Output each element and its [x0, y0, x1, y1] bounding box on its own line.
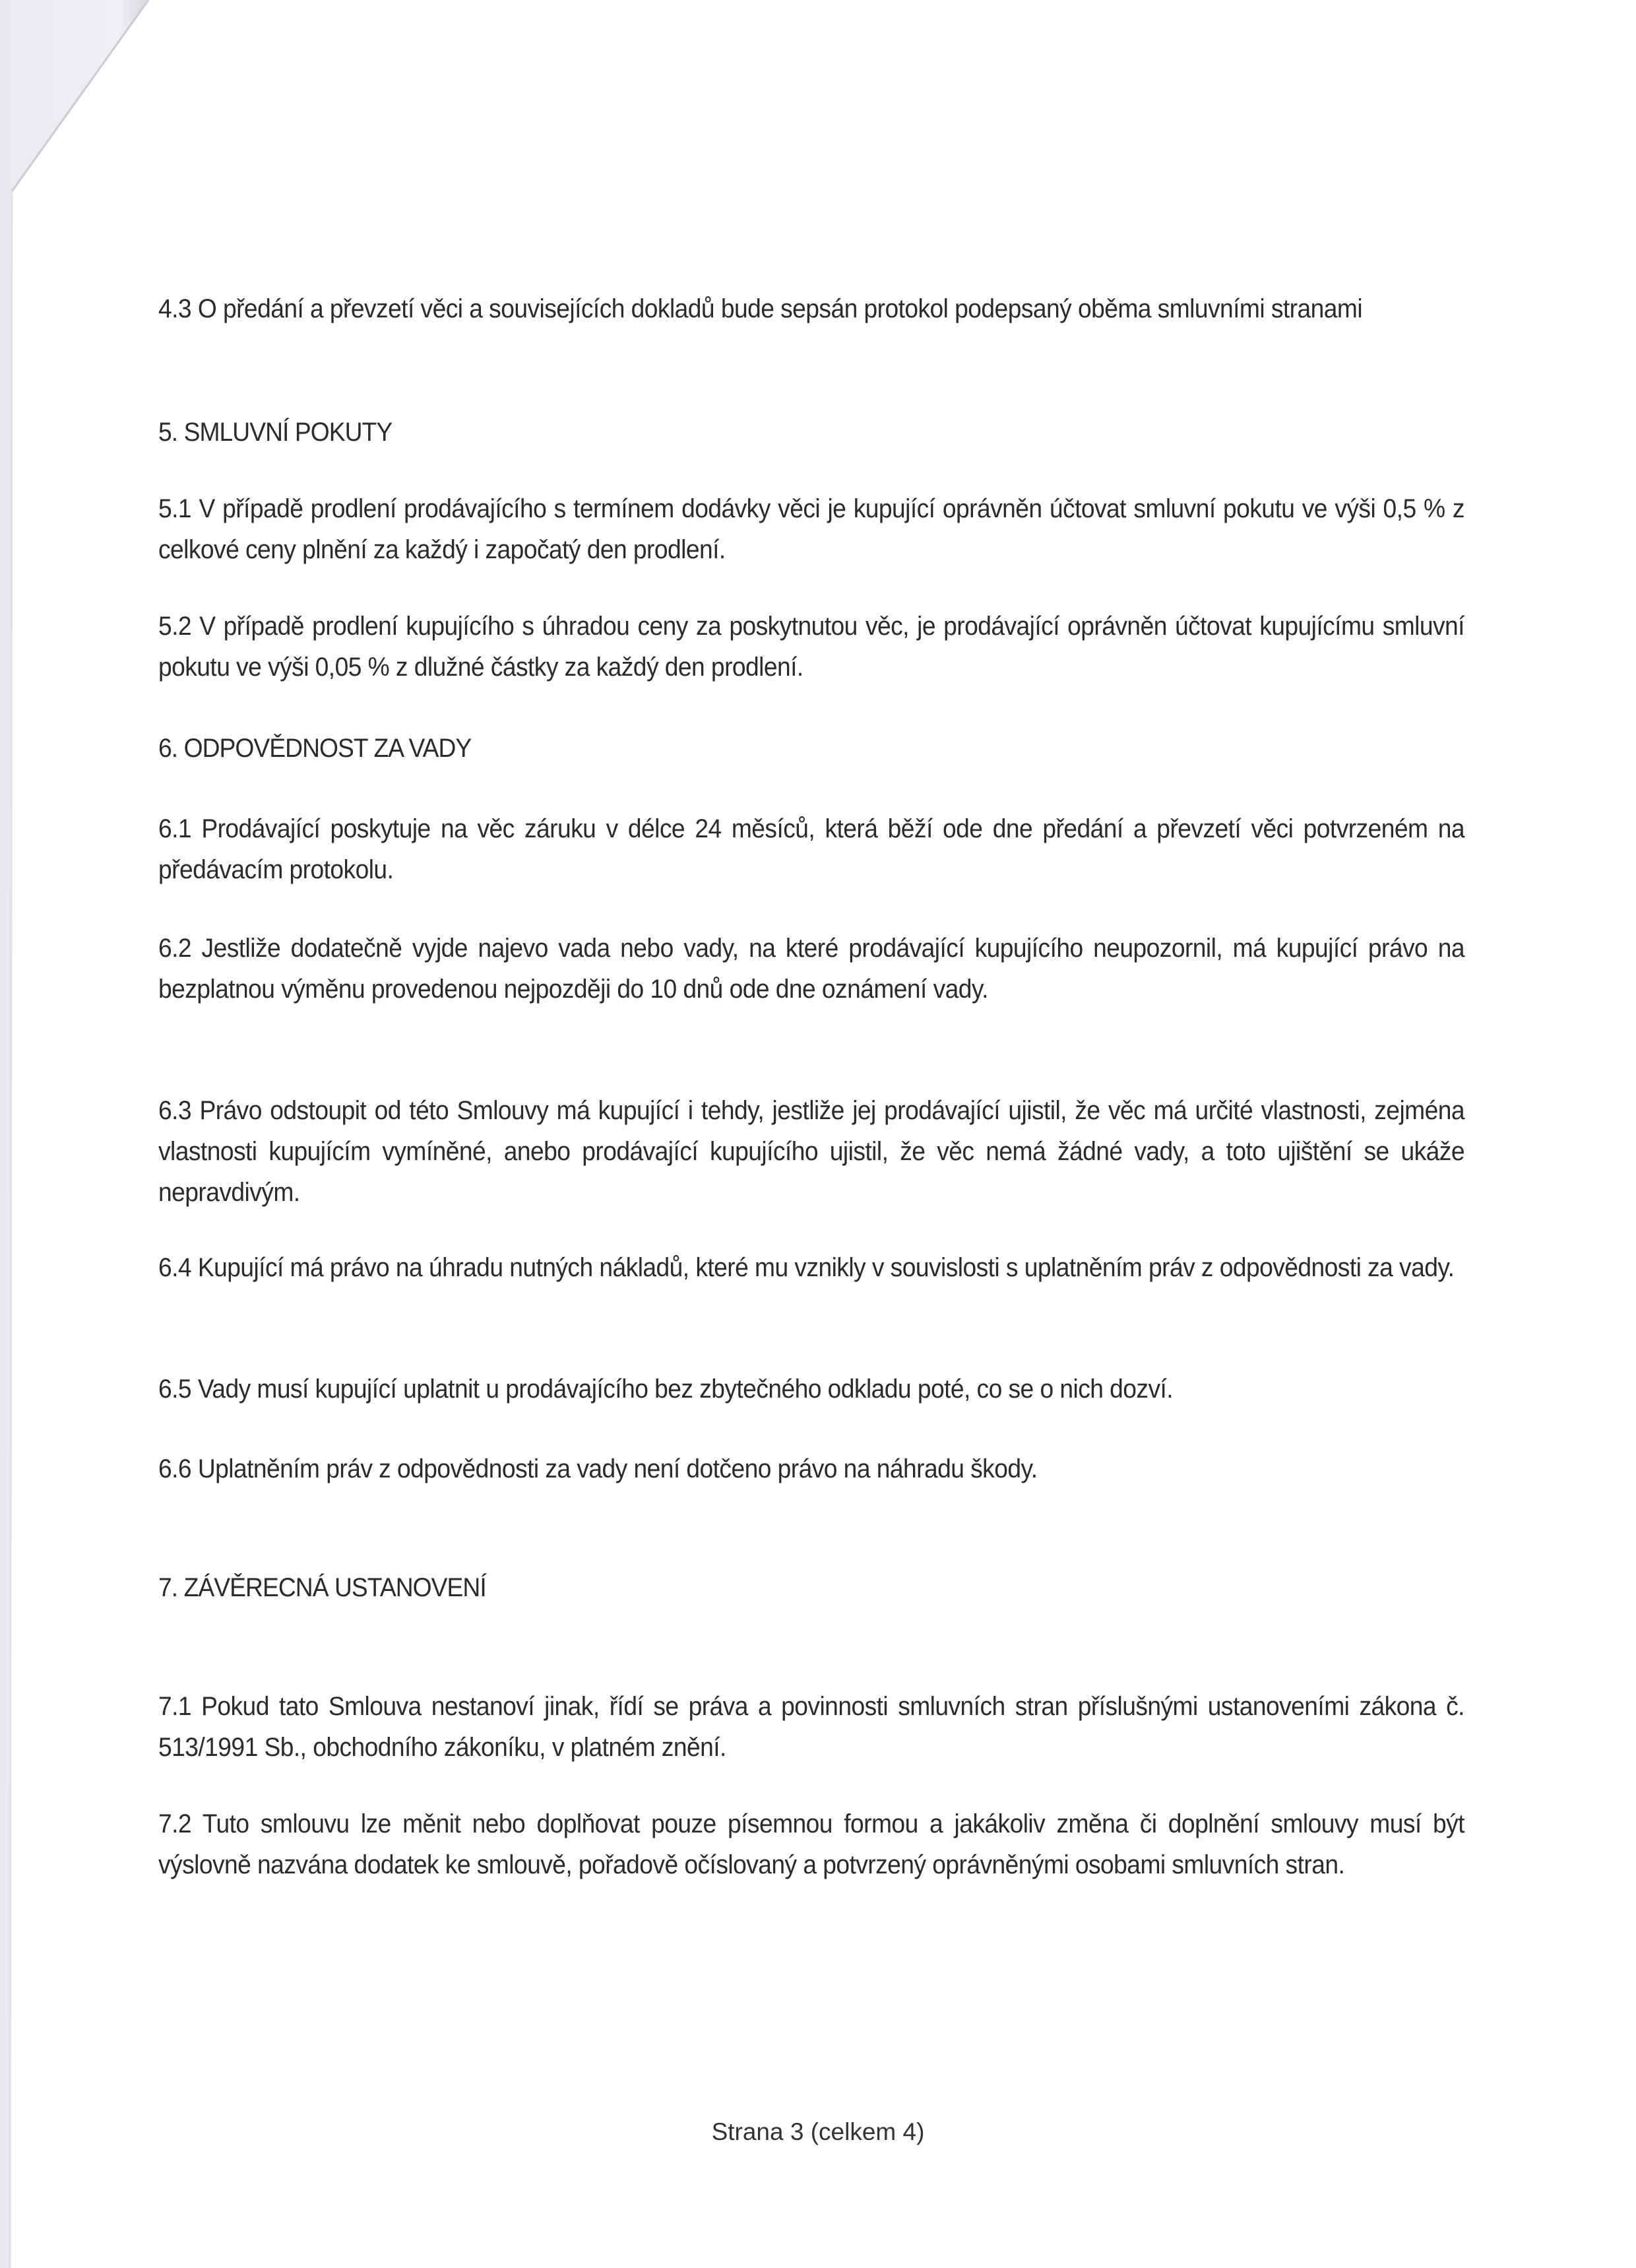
clause-6-1: 6.1 Prodávající poskytuje na věc záruku v délce 24 měsíců, která běží ode dne předání a převzetí věci potvrzeném na předávacím protokolu.	[158, 814, 1464, 884]
clause-7-2: 7.2 Tuto smlouvu lze měnit nebo doplňovat pouze písemnou formou a jakákoliv změna či doplnění smlouvy musí být výslovně nazvána dodatek ke smlouvě, pořadově očíslovaný a potvrzený oprávněnými osobami smluvních stran.	[158, 1809, 1464, 1879]
clause-6-3: 6.3 Právo odstoupit od této Smlouvy má kupující i tehdy, jestliže jej prodávající ujistil, že věc má určité vlastnosti, zejména vlastnosti kupujícím vymíněné, anebo prodávající kupujícího ujistil, že věc nemá žádné vady, a toto ujištění se ukáže nepravdivým.	[158, 1096, 1464, 1207]
section-heading-7: 7. ZÁVĚRECNÁ USTANOVENÍ	[158, 1573, 486, 1602]
clause-7-1: 7.1 Pokud tato Smlouva nestanoví jinak, řídí se práva a povinnosti smluvních stran příslušnými ustanoveními zákona č. 513/1991 Sb., obchodního zákoníku, v platném znění.	[158, 1692, 1464, 1762]
clause-5-2: 5.2 V případě prodlení kupujícího s úhradou ceny za poskytnutou věc, je prodávající oprávněn účtovat kupujícímu smluvní pokutu ve výši 0,05 % z dlužné částky za každý den prodlení.	[158, 612, 1464, 682]
clause-6-5: 6.5 Vady musí kupující uplatnit u prodávajícího bez zbytečného odkladu poté, co se o nich dozví.	[158, 1375, 1174, 1404]
section-heading-5: 5. SMLUVNÍ POKUTY	[158, 418, 393, 447]
clause-4-3: 4.3 O předání a převzetí věci a souvisejících dokladů bude sepsán protokol podepsaný oběma smluvními stranami	[158, 294, 1363, 323]
page-number-footer: Strana 3 (celkem 4)	[711, 2118, 925, 2145]
clause-6-2: 6.2 Jestliže dodatečně vyjde najevo vada nebo vady, na které prodávající kupujícího neupozornil, má kupující právo na bezplatnou výměnu provedenou nejpozději do 10 dnů ode dne oznámení vady.	[158, 934, 1464, 1004]
clause-6-4: 6.4 Kupující má právo na úhradu nutných nákladů, které mu vznikly v souvislosti s uplatněním práv z odpovědnosti za vady.	[158, 1253, 1455, 1282]
section-heading-6: 6. ODPOVĚDNOST ZA VADY	[158, 734, 472, 763]
scan-folded-corner-shadow	[0, 0, 158, 2268]
clause-6-6: 6.6 Uplatněním práv z odpovědnosti za vady není dotčeno právo na náhradu škody.	[158, 1454, 1038, 1483]
clause-5-1: 5.1 V případě prodlení prodávajícího s termínem dodávky věci je kupující oprávněn účtovat smluvní pokutu ve výši 0,5 % z celkové ceny plnění za každý i započatý den prodlení.	[158, 494, 1464, 564]
